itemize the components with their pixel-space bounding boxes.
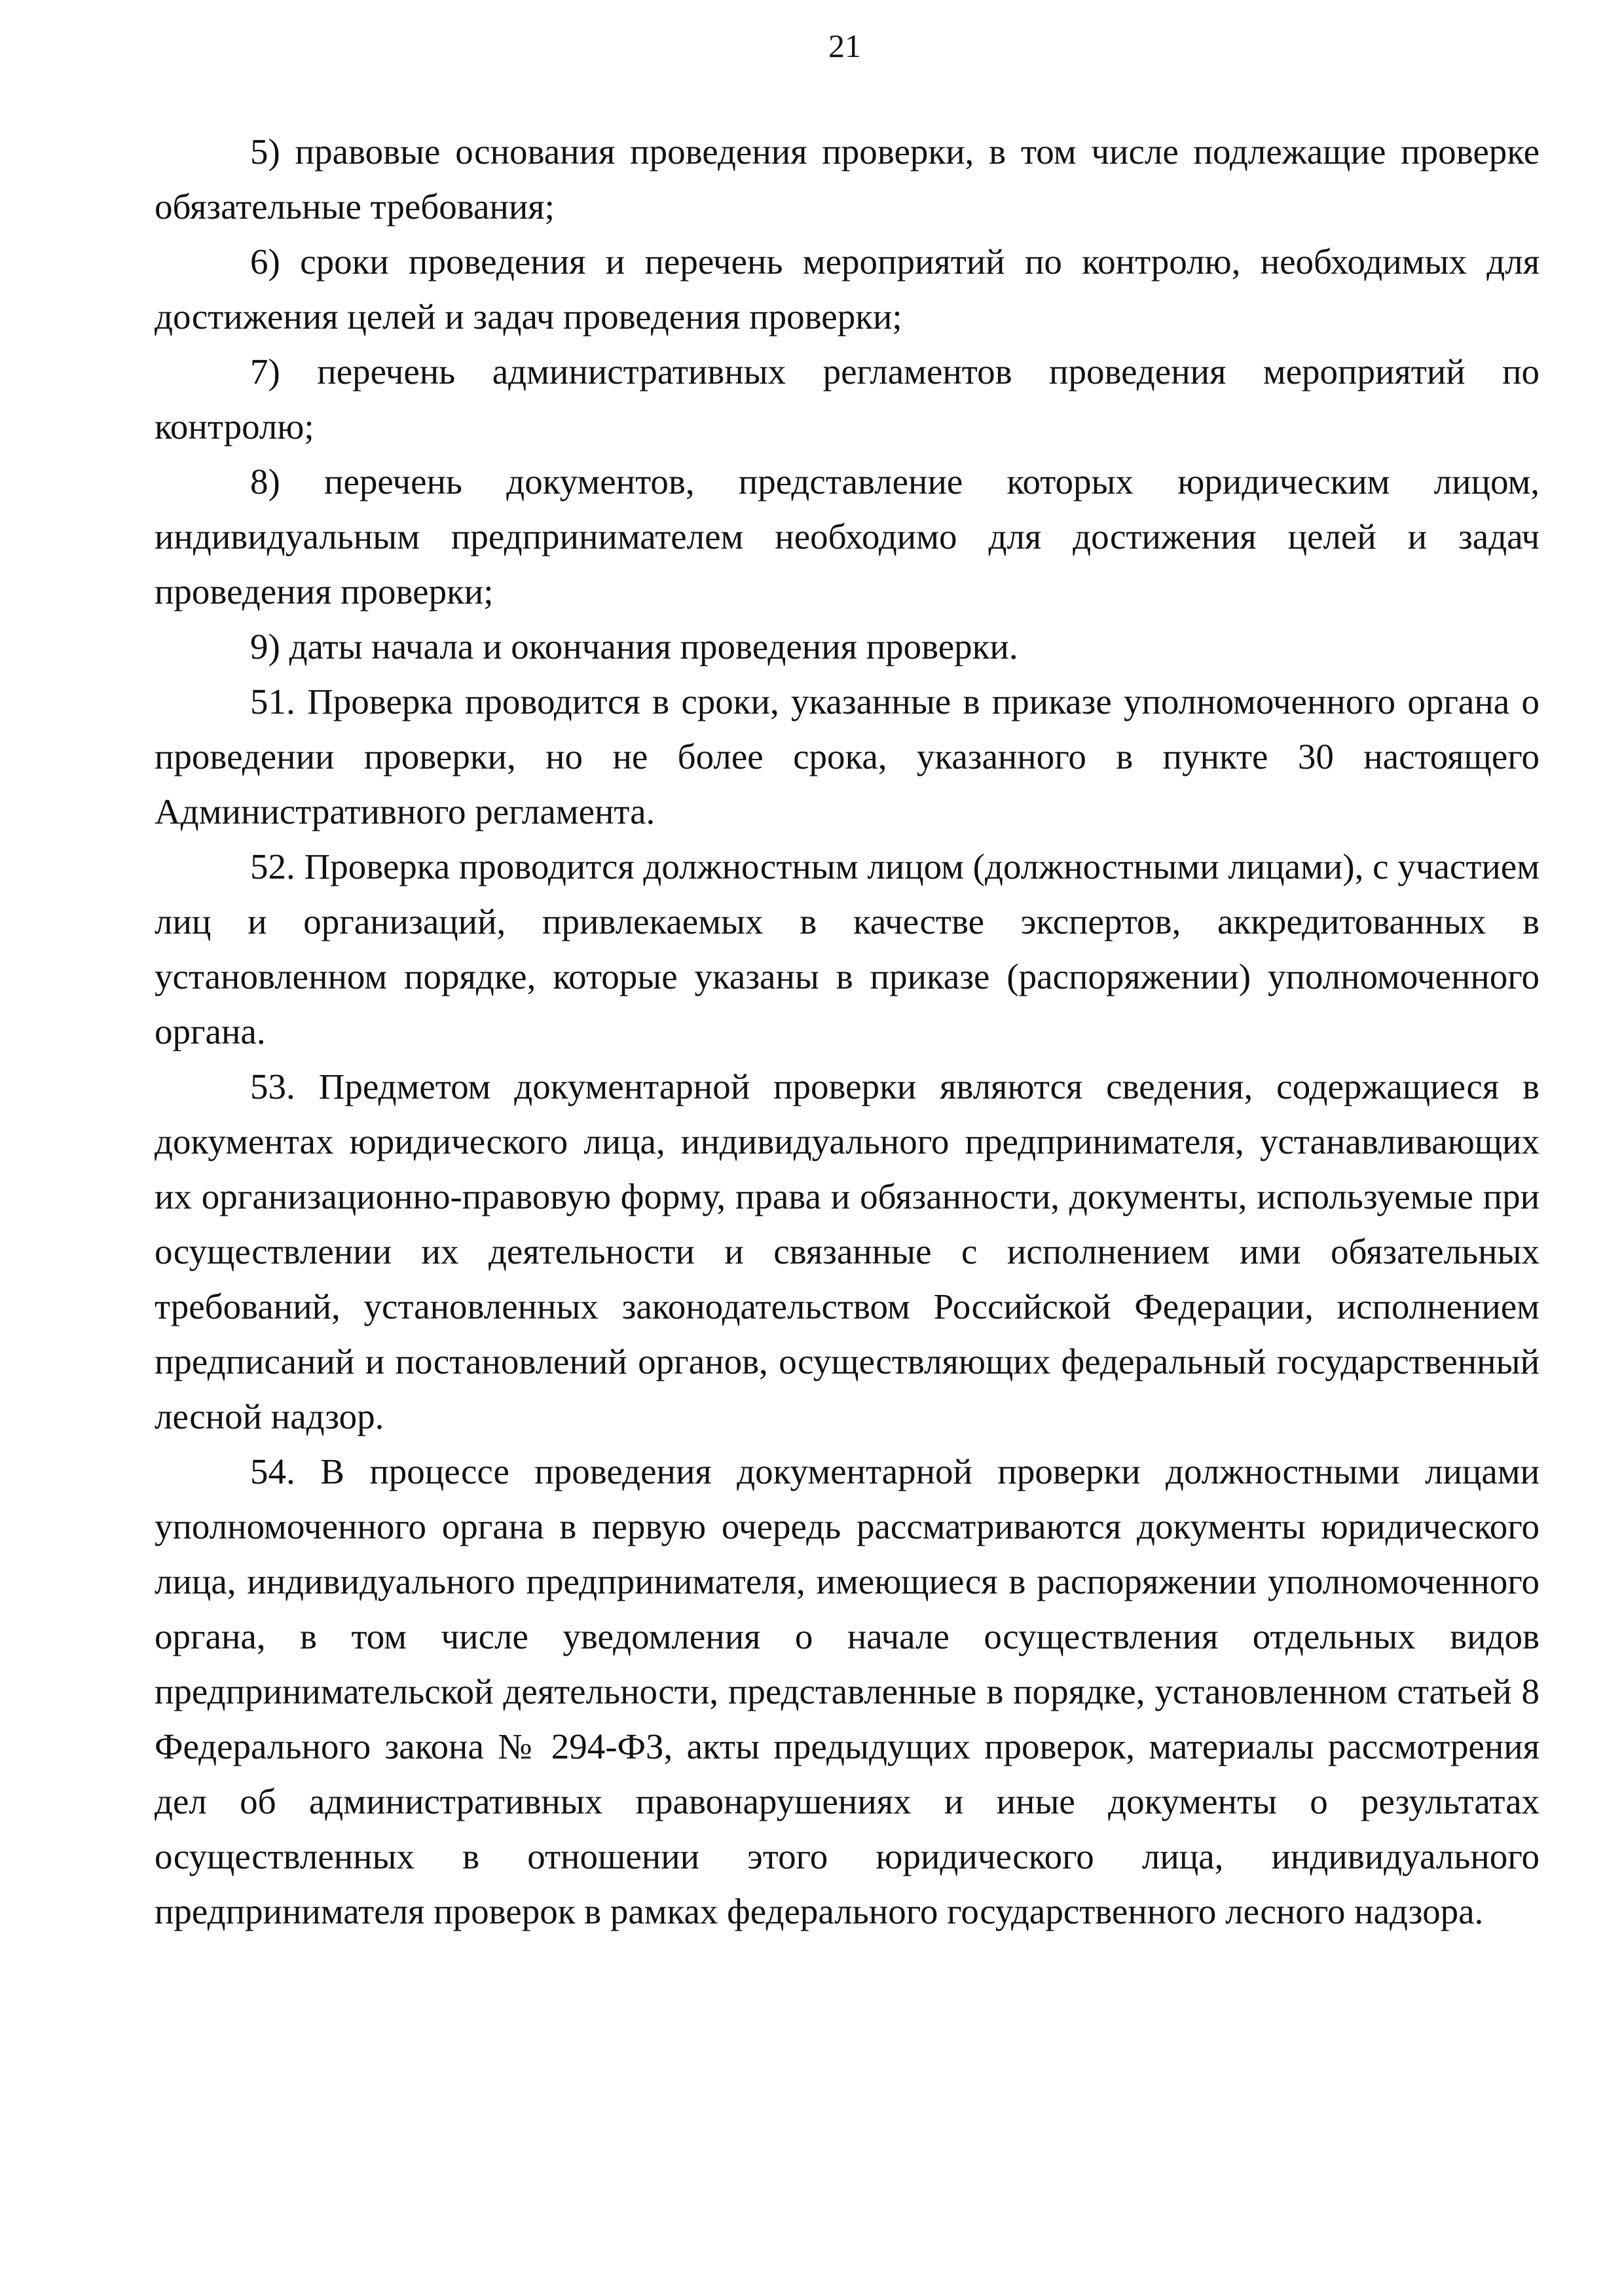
document-body — [155, 124, 1540, 1939]
paragraph-item-5: 5) правовые основания проведения проверки, в том числе подлежащие проверке обязательные требования; — [155, 132, 1540, 227]
paragraph-item-8: 8) перечень документов, представление которых юридическим лицом, индивидуальным предпринимателем необходимо для достижения целей и задач проведения проверки; — [155, 462, 1540, 611]
paragraph-clause-53: 53. Предметом документарной проверки являются сведения, содержащиеся в документах юридического лица, индивидуального предпринимателя, устанавливающих их организационно-правовую форму, права и обязанности, документы, используемые при осуществлении их деятельности и связанные с исполнением ими обязательных требований, установленных законодательством Российской Федерации, исполнением предписаний и постановлений органов, осуществляющих федеральный государственный лесной надзор. — [155, 1066, 1540, 1436]
paragraph-item-6: 6) сроки проведения и перечень мероприятий по контролю, необходимых для достижения целей и задач проведения проверки; — [155, 242, 1540, 337]
paragraph-item-7: 7) перечень административных регламентов проведения мероприятий по контролю; — [155, 352, 1540, 446]
page-number: 21 — [828, 27, 861, 64]
paragraph-clause-52: 52. Проверка проводится должностным лицом (должностными лицами), с участием лиц и организаций, привлекаемых в качестве экспертов, аккредитованных в установленном порядке, которые указаны в приказе (распоряжении) уполномоченного органа. — [155, 847, 1540, 1051]
paragraph-clause-54: 54. В процессе проведения документарной проверки должностными лицами уполномоченного органа в первую очередь рассматриваются документы юридического лица, индивидуального предпринимателя, имеющиеся в распоряжении уполномоченного органа, в том числе уведомления о начале осуществления отдельных видов предпринимательской деятельности, представленные в порядке, установленном статьей 8 Федерального закона № 294-ФЗ, акты предыдущих проверок, материалы рассмотрения дел об административных правонарушениях и иные документы о результатах осуществленных в отношении этого юридического лица, индивидуального предпринимателя проверок в рамках федерального государственного лесного надзора. — [155, 1451, 1540, 1931]
paragraph-clause-51: 51. Проверка проводится в сроки, указанные в приказе уполномоченного органа о проведении проверки, но не более срока, указанного в пункте 30 настоящего Административного регламента. — [155, 682, 1540, 831]
paragraph-item-9: 9) даты начала и окончания проведения проверки. — [250, 627, 1018, 666]
